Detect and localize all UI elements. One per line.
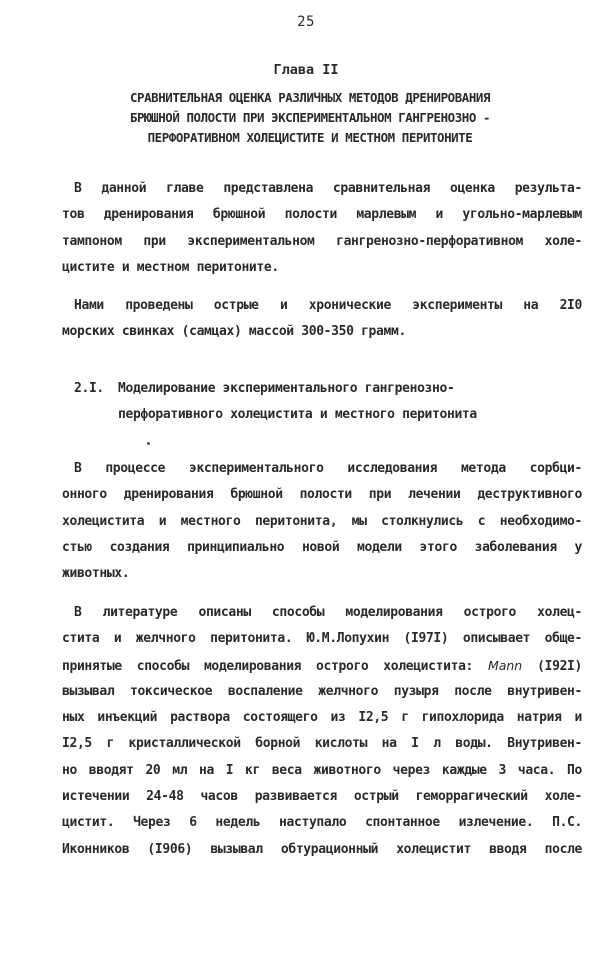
text-line: стита и желчного перитонита. Ю.М.Лопухин (I97I) описывает обще- — [62, 631, 582, 647]
body-paragraph-3 — [62, 456, 582, 587]
text-line — [62, 653, 582, 679]
intro-paragraph-2 — [62, 293, 582, 346]
text-line: В процессе экспериментального исследования метода сорбци- — [74, 461, 582, 476]
section-title-line-2: перфоративного холецистита и местного перитонита — [118, 407, 477, 422]
text-line: животных. — [62, 566, 130, 582]
text-line: В литературе описаны способы моделирования острого холец- — [74, 605, 582, 620]
text-line: вызывал токсическое воспаление желчного пузыря после внутривен- — [62, 683, 582, 699]
body-paragraph-4 — [62, 600, 582, 863]
text-span: (I92I) — [522, 658, 582, 674]
section-number: 2.I. — [74, 381, 104, 396]
text-line: В данной главе представлена сравнительная оценка результа- — [74, 181, 582, 196]
text-line: цистит. Через 6 недель наступало спонтанное излечение. П.С. — [62, 815, 582, 831]
text-line: онного дренирования брюшной полости при лечении деструктивного — [62, 487, 582, 503]
section-title-line-1: Моделирование экспериментального гангренозно- — [118, 381, 455, 396]
chapter-label: Глава II — [273, 62, 339, 78]
section-heading — [74, 376, 574, 428]
text-line: морских свинках (самцах) массой 300-350 грамм. — [62, 324, 406, 340]
handwritten-insert: Mann — [487, 657, 523, 673]
chapter-title-line: ПЕРФОРАТИВНОМ ХОЛЕЦИСТИТЕ И МЕСТНОМ ПЕРИТОНИТЕ — [147, 130, 473, 145]
text-line: цистите и местном перитоните. — [62, 259, 279, 275]
text-line: холецистита и местного перитонита, мы столкнулись с необходимо- — [62, 513, 582, 529]
text-line: истечении 24-48 часов развивается острый геморрагический холе- — [62, 789, 582, 805]
page-number: 25 — [297, 14, 315, 30]
text-line: тампоном при экспериментальном гангренозно-перфоративном холе- — [62, 233, 582, 249]
text-line: Иконников (I906) вызывал обтурационный холецистит вводя после — [62, 841, 582, 857]
text-line: но вводят 20 мл на I кг веса животного через каждые 3 часа. По — [62, 762, 582, 778]
text-span: принятые способы моделирования острого холецистита: — [62, 658, 488, 674]
intro-paragraph-1 — [62, 176, 582, 281]
text-line: I2,5 г кристаллической борной кислоты на I л воды. Внутривен- — [62, 736, 582, 752]
text-line: тов дренирования брюшной полости марлевым и угольно-марлевым — [62, 207, 582, 223]
text-line: ных инъекций раствора состоящего из I2,5 г гипохлорида натрия и — [62, 710, 582, 726]
text-line: стью создания принципиально новой модели этого заболевания у — [62, 539, 582, 555]
stray-dot-mark — [147, 442, 150, 445]
chapter-title-line: СРАВНИТЕЛЬНАЯ ОЦЕНКА РАЗЛИЧНЫХ МЕТОДОВ ДРЕНИРОВАНИЯ — [129, 90, 491, 105]
text-line: Нами проведены острые и хронические эксперименты на 2I0 — [74, 298, 582, 313]
chapter-title — [50, 88, 570, 148]
chapter-title-line: БРЮШНОЙ ПОЛОСТИ ПРИ ЭКСПЕРИМЕНТАЛЬНОМ ГАНГРЕНОЗНО - — [129, 110, 491, 125]
